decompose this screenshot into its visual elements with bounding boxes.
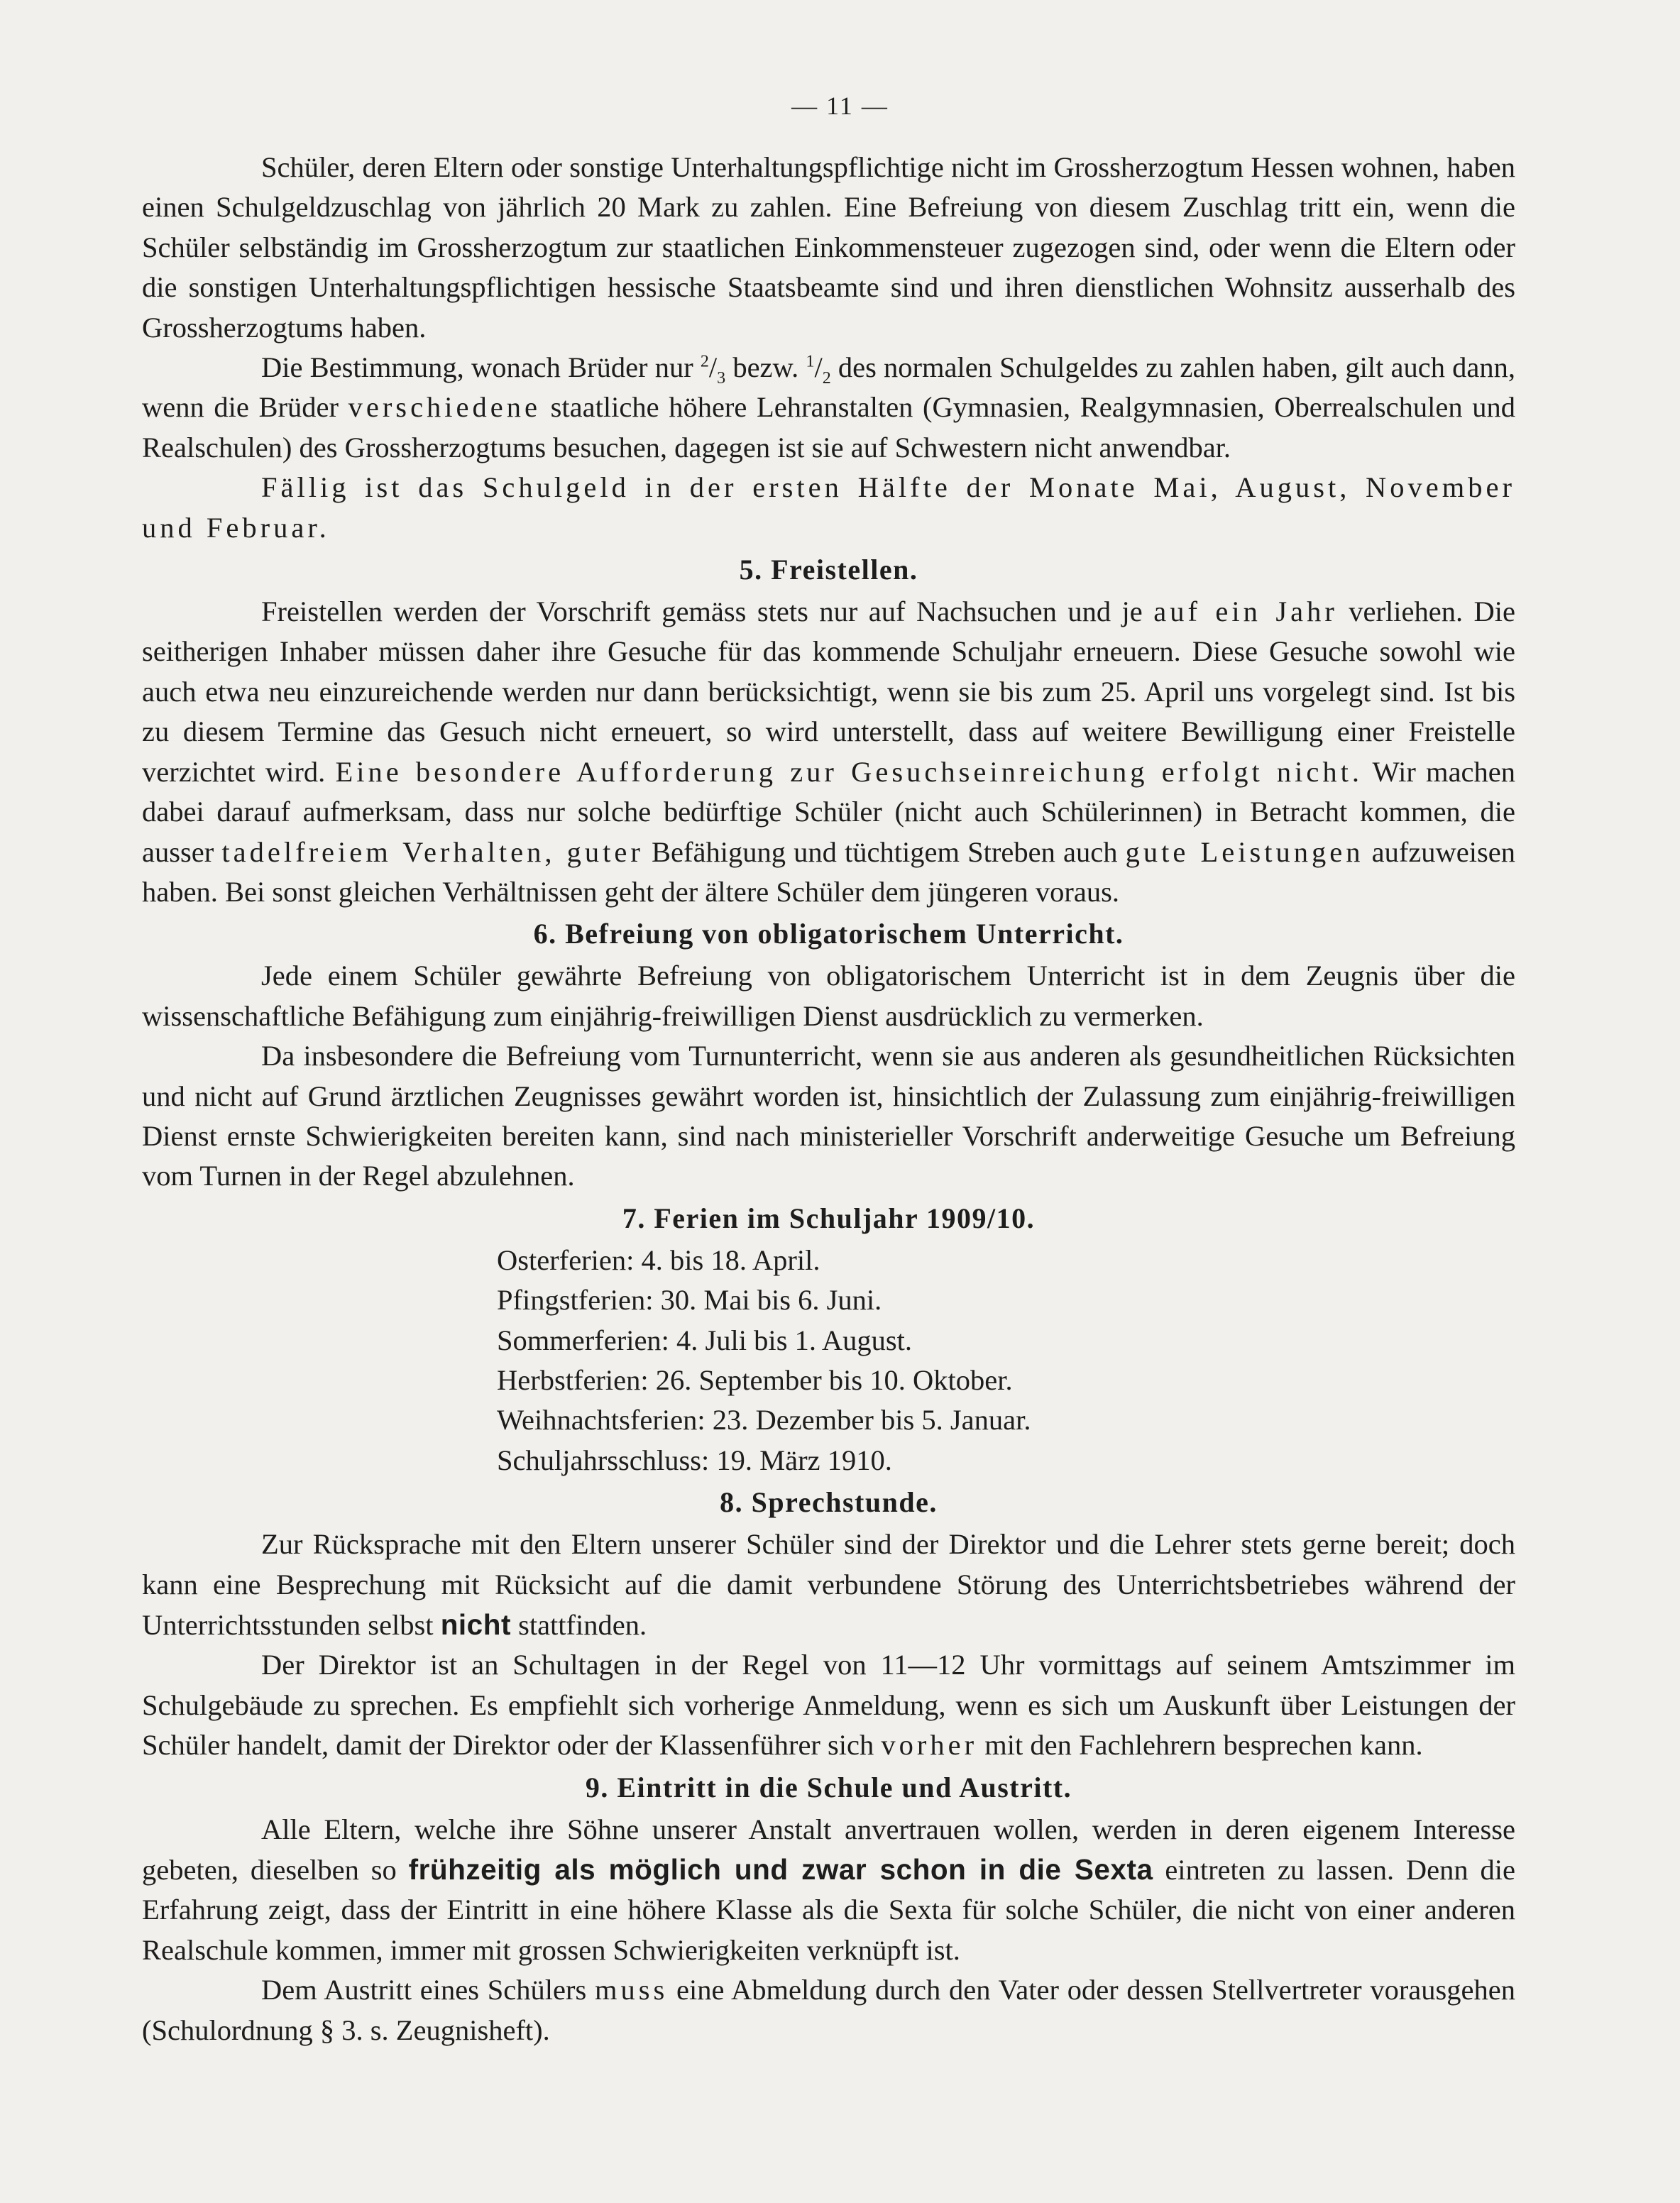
- section-7-heading: 7. Ferien im Schuljahr 1909/10.: [622, 1202, 1036, 1234]
- holiday-item: Osterferien: 4. bis 18. April.: [497, 1243, 820, 1276]
- spaced-emphasis: auf ein Jahr: [1153, 595, 1338, 628]
- section-9-paragraph-2: [142, 1970, 1515, 2050]
- text-run: Freistellen werden der Vorschrift gemäss stets nur auf Nachsuchen und je: [261, 595, 1154, 628]
- text-run: Zur Rücksprache mit den Eltern unserer Schüler sind der Direktor und die Lehrer stets gerne bereit; doch kann eine Besprechung mit Rücksicht auf die damit verbundene Störung des Unterrichtsbetriebes während der Unterrichtsstunden selbst: [142, 1528, 1515, 1641]
- section-6-paragraph-2: Da insbesondere die Befreiung vom Turnunterricht, wenn sie aus anderen als gesundheitlichen Rücksichten und nicht auf Grund ärztlichen Zeugnisses gewährt worden ist, hinsichtlich der Zulassung zum einjährig-freiwilligen Dienst ernste Schwierigkeiten bereiten kann, sind nach ministerieller Vorschrift anderweitige Gesuche um Befreiung vom Turnen in der Regel abzulehnen.: [142, 1040, 1515, 1192]
- text-run: verliehen. Die seitherigen Inhaber müssen daher ihre Gesuche für das kommende Schuljahr erneuern. Diese Gesuche sowohl wie auch etwa neu einzureichende werden nur dann berücksichtigt, wenn sie bis zum 25. April uns vorgelegt sind. Ist bis zu diesem Termine das Gesuch nicht erneuert, so wird unterstellt, dass auf weitere Bewilligung einer Freistelle verzichtet wird.: [142, 595, 1515, 788]
- text-run: eine Abmeldung durch den Vater oder dessen Stellvertreter vorausgehen (Schulordnung § 3. s. Zeugnisheft).: [142, 1974, 1515, 2046]
- section-8-paragraph-1: [142, 1524, 1515, 1645]
- section-6-paragraph-1: Jede einem Schüler gewährte Befreiung von obligatorischem Unterricht ist in dem Zeugnis über die wissenschaftliche Befähigung zum einjährig-freiwilligen Dienst ausdrücklich zu vermerken.: [142, 960, 1515, 1032]
- section-8-heading: 8. Sprechstunde.: [720, 1486, 938, 1519]
- holiday-item: Pfingstferien: 30. Mai bis 6. Juni.: [497, 1284, 882, 1317]
- text-run: Wir machen dabei darauf aufmerksam, dass nur solche bedürftige Schüler (nicht auch Schülerinnen) in Betracht kommen, die ausser: [142, 755, 1515, 868]
- fraction-denominator: 2: [822, 369, 831, 388]
- spaced-emphasis: gute Leistungen: [1125, 835, 1364, 868]
- holiday-item: Herbstferien: 26. September bis 10. Oktober.: [497, 1363, 1013, 1396]
- text-run: aufzuweisen haben. Bei sonst gleichen Verhältnissen geht der ältere Schüler dem jüngeren voraus.: [142, 835, 1516, 908]
- spaced-emphasis: tadelfreiem Verhalten, guter: [221, 835, 644, 868]
- text-run: Dem Austritt eines Schülers: [261, 1974, 595, 2006]
- section-6-heading: 6. Befreiung von obligatorischem Unterricht.: [533, 918, 1124, 950]
- intro-paragraph-2: Die Bestimmung, wonach Brüder nur $^2/_3$ bezw. $^1/_2$ des normalen Schulgeldes zu zahlen haben, gilt auch dann, wenn die Brüder verschiedene staatliche höhere Lehranstalten (Gymnasien, Realgymnasien, Oberrealschulen und Realschulen) des Grossherzogtums besuchen, dagegen ist sie auf Schwestern nicht anwendbar.: [142, 351, 1515, 463]
- text-run: Befähigung und tüchtigem Streben auch: [643, 835, 1126, 868]
- text-run: bezw.: [725, 351, 806, 384]
- spaced-emphasis: verschiedene: [348, 391, 541, 424]
- text-run: Der Direktor ist an Schultagen in der Regel von 11—12 Uhr vormittags auf seinem Amtszimmer im Schulgebäude zu sprechen. Es empfiehlt sich vorherige Anmeldung, wenn es sich um Auskunft über Leistungen der Schüler handelt, damit der Direktor oder der Klassenführer sich: [142, 1649, 1515, 1762]
- fraction-denominator: 3: [717, 369, 726, 388]
- spaced-emphasis: muss: [594, 1974, 669, 2006]
- text-run: des normalen Schulgeldes zu zahlen haben, gilt auch dann, wenn die Brüder: [142, 351, 1515, 424]
- holiday-item: Sommerferien: 4. Juli bis 1. August.: [497, 1324, 912, 1356]
- text-run: Die Bestimmung, wonach Brüder nur: [261, 351, 701, 384]
- intro-paragraph-1: Schüler, deren Eltern oder sonstige Unterhaltungspflichtige nicht im Grossherzogtum Hessen wohnen, haben einen Schulgeldzuschlag von jährlich 20 Mark zu zahlen. Eine Befreiung von diesem Zuschlag tritt ein, wenn die Schüler selbständig im Grossherzogtum zur staatlichen Einkommensteuer zugezogen sind, oder wenn die Eltern oder die sonstigen Unterhaltungspflichtigen hessische Staatsbeamte sind und ihren dienstlichen Wohnsitz ausserhalb des Grossherzogtums haben.: [142, 151, 1515, 344]
- holiday-list: [497, 1241, 1515, 1480]
- intro-paragraph-3: Fällig ist das Schulgeld in der ersten Hälfte der Monate Mai, August, November und Februar.: [142, 471, 1515, 544]
- spaced-emphasis: vorher: [881, 1729, 978, 1762]
- text-run: staatliche höhere Lehranstalten (Gymnasien, Realgymnasien, Oberrealschulen und Realschulen) des Grossherzogtums besuchen, dagegen ist sie auf Schwestern nicht anwendbar.: [142, 391, 1515, 463]
- section-9-paragraph-1: [142, 1810, 1515, 1971]
- text-run: Alle Eltern, welche ihre Söhne unserer Anstalt anvertrauen wollen, werden in deren eigenem Interesse gebeten, dieselben so: [142, 1813, 1515, 1886]
- fraction-numerator: 1: [806, 352, 815, 371]
- bold-emphasis: nicht: [440, 1608, 511, 1641]
- section-8-paragraph-2: [142, 1645, 1515, 1765]
- holiday-item: Schuljahrsschluss: 19. März 1910.: [497, 1444, 892, 1476]
- fraction-numerator: 2: [700, 352, 709, 371]
- section-5-heading: 5. Freistellen.: [739, 554, 918, 586]
- text-run: stattfinden.: [510, 1609, 647, 1641]
- holiday-item: Weihnachtsferien: 23. Dezember bis 5. Januar.: [497, 1404, 1031, 1436]
- section-9-heading: 9. Eintritt in die Schule und Austritt.: [585, 1771, 1072, 1803]
- section-5-paragraph: [142, 592, 1515, 912]
- text-run: eintreten zu lassen. Denn die Erfahrung zeigt, dass der Eintritt in eine höhere Klasse als die Sexta für solche Schüler, die nicht von einer anderen Realschule kommen, immer mit grossen Schwierigkeiten verknüpft ist.: [142, 1854, 1516, 1966]
- bold-emphasis: frühzeitig als möglich und zwar schon in die Sexta: [408, 1853, 1153, 1886]
- spaced-emphasis: Eine besondere Aufforderung zur Gesuchseinreichung erfolgt nicht.: [335, 755, 1363, 788]
- text-run: mit den Fachlehrern besprechen kann.: [977, 1729, 1423, 1762]
- page-body: [142, 148, 1515, 2050]
- page-number: — 11 —: [791, 92, 889, 120]
